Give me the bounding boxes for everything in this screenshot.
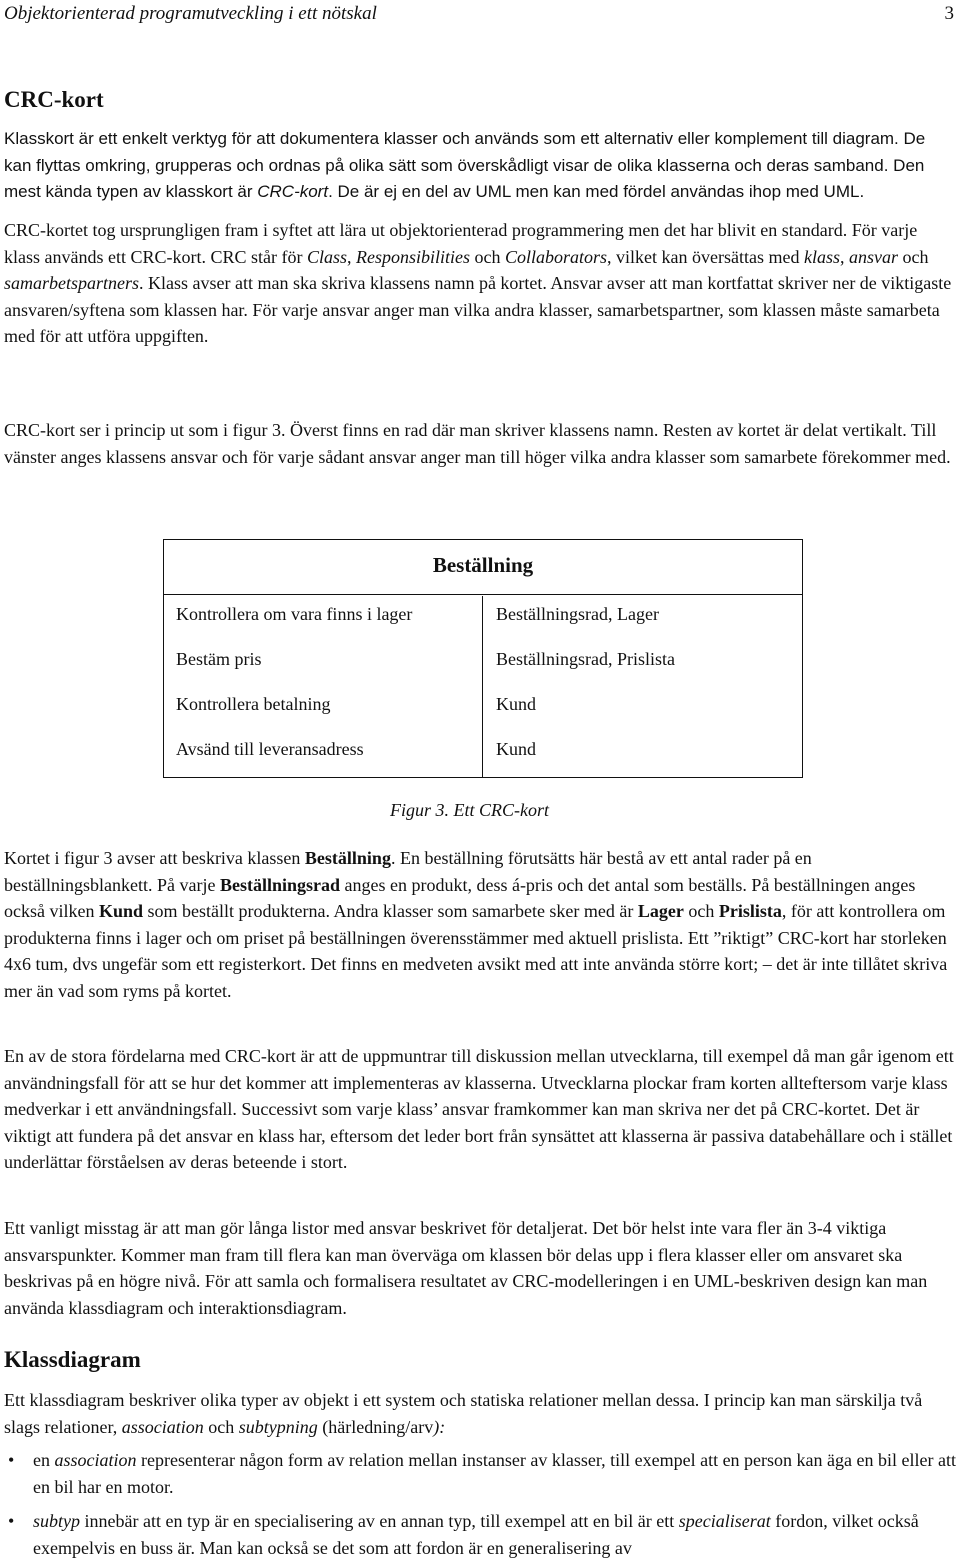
bold-term: Beställningsrad — [219, 874, 340, 895]
section-heading-klassdiagram: Klassdiagram — [4, 1347, 141, 1372]
text-span: en — [33, 1450, 55, 1470]
bullet-text — [33, 1508, 956, 1561]
text-span: representerar någon form av relation mellan instanser av klasser, till exempel att en person kan äga en bil eller att en bil har en motor. — [33, 1450, 956, 1497]
bullet-mark: • — [8, 1450, 15, 1470]
paragraph-common-mistake: Ett vanligt misstag är att man gör långa listor med ansvar beskrivet för detaljerat. Det bör helst inte vara fler än 3-4 viktiga ansvarspunkter. Kommer man fram till flera kan man överväga om klassen bör delas upp i flera klasser eller om ansvaret ska beskrivas på en högre nivå. För att samla och formalisera resultatet av CRC-modelleringen i en UML-beskriven design kan man använda klassdiagram och interaktionsdiagram. — [4, 1218, 928, 1318]
italic-term: subtyp — [33, 1511, 80, 1531]
italic-term: Collaborators — [505, 246, 608, 267]
text-span: och — [203, 1416, 239, 1437]
text-span: Ett klassdiagram beskriver olika typer av objekt i ett system och statiska relationer mellan dessa. I princip kan man särskilja två slags relationer, — [4, 1390, 923, 1437]
paragraph-intro — [4, 126, 956, 206]
responsibility-item: Kontrollera om vara finns i lager — [176, 604, 413, 624]
section-heading-crc: CRC-kort — [4, 87, 104, 112]
paragraph-advantages: En av de stora fördelarna med CRC-kort är att de uppmuntrar till diskussion mellan utvecklarna, till exempel då man går igenom ett användningsfall för att se hur det kommer att implementeras av klasserna. Utvecklarna plockar fram korten allteftersom varje klass medverkar i ett användningsfall. Successivt som varje klass’ ansvar framkommer kan man skriva ner det på CRC-kortet. Det är viktigt att fundera på det ansvar en klass har, eftersom det leder bort från synsättet att klasserna är passiva databehållare och i stället underlättar förståelsen av deras beteende i stort. — [4, 1046, 954, 1172]
italic-term: Responsibilities — [356, 246, 471, 267]
italic-term: samarbetspartners — [4, 273, 140, 293]
bullet-text — [33, 1447, 956, 1500]
bold-term: Beställning — [304, 848, 391, 868]
text-span: CRC-kortet tog ursprungligen fram i syftet att lära ut objektorienterad programmering men det har blivit en standard. För varje klass används ett CRC-kort. CRC står för — [4, 220, 918, 267]
header-title: Objektorienterad programutveckling i ett nötskal — [4, 3, 377, 24]
italic-term: Class — [306, 246, 348, 267]
italic-term: ): — [433, 1416, 446, 1437]
text-span: . En beställning förutsätts här bestå av ett antal rader på en beställningsblankett. På varje — [4, 848, 812, 895]
responsibility-item: Bestäm pris — [176, 649, 262, 669]
bullet-mark: • — [8, 1511, 15, 1531]
paragraph-crc-origin — [4, 217, 956, 350]
paragraph-crc-layout: CRC-kort ser i princip ut som i figur 3. Överst finns en rad där man skriver klassens namn. Resten av kortet är delat vertikalt. Till vänster anges klassens ansvar och för varje sådant ansvar anger man till höger vilka andra klasser som samarbete förekommer med. — [4, 420, 951, 467]
text-span: , — [840, 246, 849, 267]
text-span: fordon, vilket också exempelvis en buss är. Man kan också se det som att fordon är en generalisering av — [33, 1511, 919, 1558]
bold-term: Lager — [637, 901, 684, 921]
italic-term: ansvar — [849, 246, 898, 267]
bold-term: Kund — [98, 901, 144, 921]
figure-caption: Figur 3. Ett CRC-kort — [390, 800, 549, 820]
paragraph-class-diagram — [4, 1387, 956, 1440]
text-span: och — [470, 246, 506, 267]
text-span: . De är ej en del av UML men kan med fördel användas ihop med UML. — [328, 182, 865, 201]
collaborator-item: Beställningsrad, Prislista — [496, 649, 675, 669]
italic-term: association — [54, 1450, 137, 1470]
crc-card-collaborators — [484, 596, 802, 777]
collaborator-item: Beställningsrad, Lager — [496, 604, 659, 624]
text-span: och — [898, 246, 929, 267]
text-span: som beställt produkterna. Andra klasser som samarbete sker med är — [143, 901, 638, 921]
paragraph-card-explanation — [4, 845, 956, 1004]
italic-term: specialiserat — [678, 1511, 771, 1531]
crc-card-figure — [163, 539, 803, 778]
italic-term: association — [121, 1416, 204, 1437]
text-span: , för att kontrollera om produkterna finns i lager och om priset på beställningen överensstämmer med aktuell prislista. Ett ”riktigt” CRC-kort har storleken 4x6 tum, dvs ungefär som ett registerkort. Det finns en medveten avsikt med att inte använda större kort; – det är inte tillåtet skriva mer än vad som ryms på kortet. — [4, 901, 948, 1001]
collaborator-item: Kund — [496, 739, 536, 759]
text-span: Kortet i figur 3 avser att beskriva klassen — [4, 848, 305, 868]
page-number: 3 — [944, 3, 954, 24]
text-span: innebär att en typ är en specialisering av en annan typ, till exempel att en bil är ett — [80, 1511, 679, 1531]
italic-term: CRC-kort — [257, 182, 329, 201]
crc-card-responsibilities — [164, 596, 483, 777]
running-header — [4, 2, 958, 26]
text-span: . Klass avser att man ska skriva klassens namn på kortet. Ansvar avser att man kortfattat skriver ner de viktigaste ansvaren/syftena som klassen har. För varje ansvar anger man vilka andra klasser, samarbetspartner, som klassen måste samarbeta med för att utföra uppgiften. — [4, 273, 952, 346]
collaborator-item: Kund — [496, 694, 536, 714]
responsibility-item: Kontrollera betalning — [176, 694, 331, 714]
crc-card-class-name: Beställning — [164, 540, 802, 595]
text-span: anges en produkt, dess á-pris och det antal som beställs. På beställningen anges också vilken — [4, 874, 916, 921]
text-span: , — [347, 246, 357, 267]
text-span: , vilket kan översättas med — [607, 246, 804, 267]
italic-term: subtypning — [238, 1416, 318, 1437]
text-span: och — [683, 901, 719, 921]
text-span: Klasskort är ett enkelt verktyg för att dokumentera klasser och används som ett alternativ eller komplement till diagram. De kan flyttas omkring, grupperas och ordnas på olika sätt som överskådligt visar de olika klasserna och deras samband. Den mest kända typen av klasskort är — [4, 129, 926, 201]
bold-term: Prislista — [718, 901, 782, 921]
italic-term: klass — [804, 246, 840, 267]
responsibility-item: Avsänd till leveransadress — [176, 739, 364, 759]
text-span: (härledning/arv — [317, 1416, 434, 1437]
